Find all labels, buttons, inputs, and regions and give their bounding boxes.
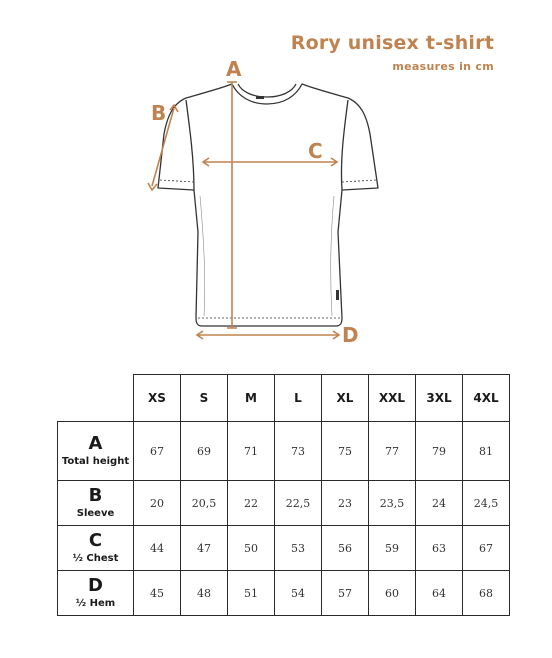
row-name: Total height (61, 455, 130, 467)
table-cell: 53 (275, 526, 322, 571)
table-cell: 67 (463, 526, 510, 571)
table-row (58, 526, 510, 571)
table-cell: 60 (369, 571, 416, 616)
table-cell: 48 (181, 571, 228, 616)
row-header-half-hem (58, 571, 134, 616)
table-cell: 20 (134, 481, 181, 526)
row-header-sleeve (58, 481, 134, 526)
table-cell: 47 (181, 526, 228, 571)
label-a: A (226, 57, 242, 81)
tshirt-outline (158, 84, 378, 326)
label-b: B (151, 101, 167, 125)
table-cell: 23 (322, 481, 369, 526)
table-cell: 73 (275, 422, 322, 481)
row-name: ½ Chest (72, 552, 119, 564)
size-col-xl: XL (322, 375, 369, 422)
table-cell: 22 (228, 481, 275, 526)
row-letter: C (88, 529, 103, 551)
table-cell: 24,5 (463, 481, 510, 526)
table-cell: 57 (322, 571, 369, 616)
size-col-m: M (228, 375, 275, 422)
row-header-half-chest (58, 526, 134, 571)
table-cell: 68 (463, 571, 510, 616)
size-col-4xl: 4XL (463, 375, 510, 422)
table-cell: 23,5 (369, 481, 416, 526)
label-d: D (342, 323, 359, 347)
table-cell: 51 (228, 571, 275, 616)
table-cell: 79 (416, 422, 463, 481)
row-name: ½ Hem (75, 597, 116, 609)
table-cell: 63 (416, 526, 463, 571)
table-cell: 69 (181, 422, 228, 481)
table-cell: 67 (134, 422, 181, 481)
size-col-3xl: 3XL (416, 375, 463, 422)
row-name: Sleeve (76, 507, 115, 519)
table-cell: 20,5 (181, 481, 228, 526)
page-title: Rory unisex t-shirt (290, 32, 494, 54)
size-col-xxl: XXL (369, 375, 416, 422)
page-subtitle: measures in cm (392, 60, 494, 73)
row-header-total-height (58, 422, 134, 481)
neck-label-tag (256, 96, 264, 99)
table-row (58, 571, 510, 616)
table-cell: 54 (275, 571, 322, 616)
table-cell: 77 (369, 422, 416, 481)
table-cell: 64 (416, 571, 463, 616)
table-cell: 75 (322, 422, 369, 481)
table-cell: 71 (228, 422, 275, 481)
size-col-l: L (275, 375, 322, 422)
table-cell: 24 (416, 481, 463, 526)
table-corner (58, 375, 134, 422)
table-row (58, 481, 510, 526)
table-cell: 50 (228, 526, 275, 571)
table-row (58, 422, 510, 481)
label-c: C (308, 139, 323, 163)
table-cell: 81 (463, 422, 510, 481)
row-letter: A (88, 432, 103, 454)
table-cell: 44 (134, 526, 181, 571)
table-cell: 59 (369, 526, 416, 571)
table-cell: 56 (322, 526, 369, 571)
size-col-xs: XS (134, 375, 181, 422)
size-col-s: S (181, 375, 228, 422)
size-header-row (58, 375, 510, 422)
row-letter: D (88, 574, 103, 596)
row-letter: B (88, 484, 103, 506)
table-cell: 22,5 (275, 481, 322, 526)
table-cell: 45 (134, 571, 181, 616)
side-label-tag (336, 290, 339, 300)
size-chart-table (57, 374, 510, 616)
